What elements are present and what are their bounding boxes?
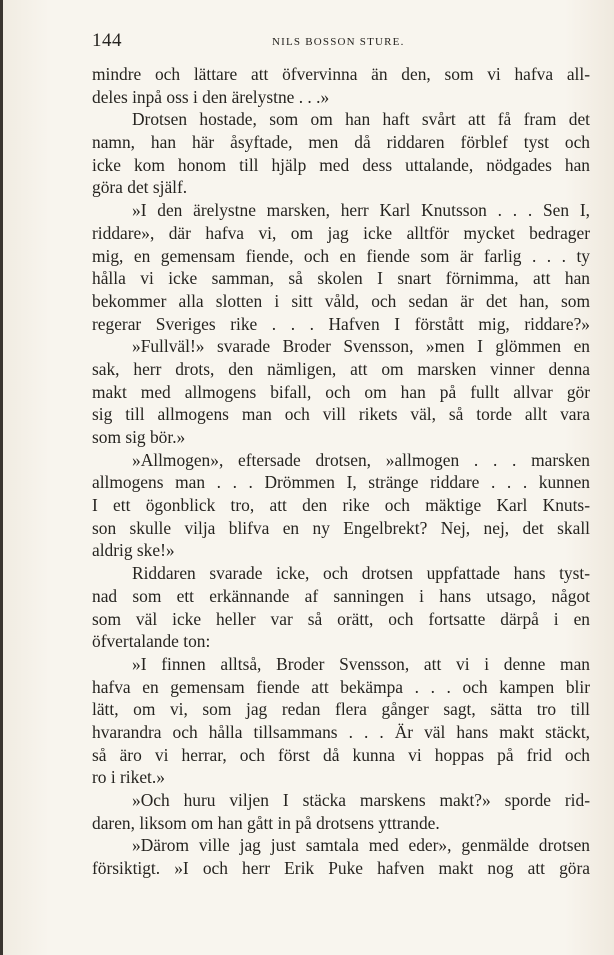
text-line: »Och huru viljen I stäcka marskens makt?» sporde rid- <box>132 790 590 810</box>
text-line: hålla vi icke samman, så skolen I snart förnimma, att han <box>92 268 590 289</box>
text-line: som sig bör.» <box>92 427 186 447</box>
text-line: sak, herr drots, den nämligen, att om marsken vinner denna <box>92 358 590 379</box>
page-number: 144 <box>92 30 122 51</box>
text-line: deles inpå oss i den ärelystne . . .» <box>92 86 330 107</box>
text-line: »Allmogen», eftersade drotsen, »allmogen . . . marsken <box>132 449 590 470</box>
text-line: regerar Sveriges rike . . . Hafven I förstått mig, riddare?» <box>92 313 590 334</box>
body-text <box>92 63 590 880</box>
text-line: Drotsen hostade, som om han haft svårt att få fram det <box>132 109 590 130</box>
text-line: makt med allmogens bifall, och om han på fullt allvar gör <box>92 381 590 402</box>
text-line: försiktigt. »I och herr Erik Puke hafven makt nog att göra <box>92 858 590 879</box>
text-line: son skulle vilja blifva en ny Engelbrekt? Nej, nej, det skall <box>92 517 590 538</box>
text-line: nad som ett erkännande af sanningen i hans utsago, något <box>92 585 590 606</box>
text-line: »I den ärelystne marsken, herr Karl Knutsson . . . Sen I, <box>132 200 590 221</box>
page-header <box>92 30 590 52</box>
text-line: bekommer alla slotten i sitt våld, och sedan är det han, som <box>92 290 590 311</box>
text-line: lätt, om vi, som jag redan flera gånger sagt, sätta tro till <box>92 699 590 720</box>
text-line: namn, han här åsyftade, men då riddaren förblef tyst och <box>92 132 590 153</box>
text-line: »Därom ville jag just samtala med eder», genmälde drotsen <box>132 835 590 856</box>
text-line: så äro vi herrar, och först då kunna vi hoppas på frid och <box>92 744 590 765</box>
text-line: icke kom honom till hjälp med dess uttalande, nödgades han <box>92 154 590 175</box>
text-line: daren, liksom om han gått in på drotsens yttrande. <box>92 812 440 833</box>
text-line: mindre och lättare att öfvervinna än den, som vi hafva all- <box>92 64 590 84</box>
running-head: NILS BOSSON STURE. <box>272 36 405 48</box>
text-line: som väl icke heller var så orätt, och fortsatte därpå i en <box>92 608 590 629</box>
text-line: ro i riket.» <box>92 767 165 788</box>
text-line: I ett ögonblick tro, att den rike och mäktige Karl Knuts- <box>92 495 590 516</box>
text-line: aldrig ske!» <box>92 540 175 561</box>
text-line: riddare», där hafva vi, om jag icke alltför mycket bedrager <box>92 222 590 243</box>
text-line: Riddaren svarade icke, och drotsen uppfattade hans tyst- <box>132 563 590 584</box>
text-line: göra det själf. <box>92 177 188 198</box>
text-line: allmogens man . . . Drömmen I, stränge riddare . . . kunnen <box>92 472 590 493</box>
text-line: »I finnen alltså, Broder Svensson, att vi i denne man <box>132 653 590 674</box>
text-line: sig till allmogens man och vill rikets väl, så torde allt vara <box>92 404 590 425</box>
text-line: mig, en gemensam fiende, och en fiende som är farlig . . . ty <box>92 245 590 266</box>
text-line: öfvertalande ton: <box>92 631 211 652</box>
text-line: »Fullväl!» svarade Broder Svensson, »men I glömmen en <box>132 336 590 357</box>
text-line: hvarandra och hålla tillsammans . . . Är väl hans makt stäckt, <box>92 721 590 742</box>
page-edge <box>0 0 3 955</box>
text-line: hafva en gemensam fiende att bekämpa . . . och kampen blir <box>92 676 590 697</box>
